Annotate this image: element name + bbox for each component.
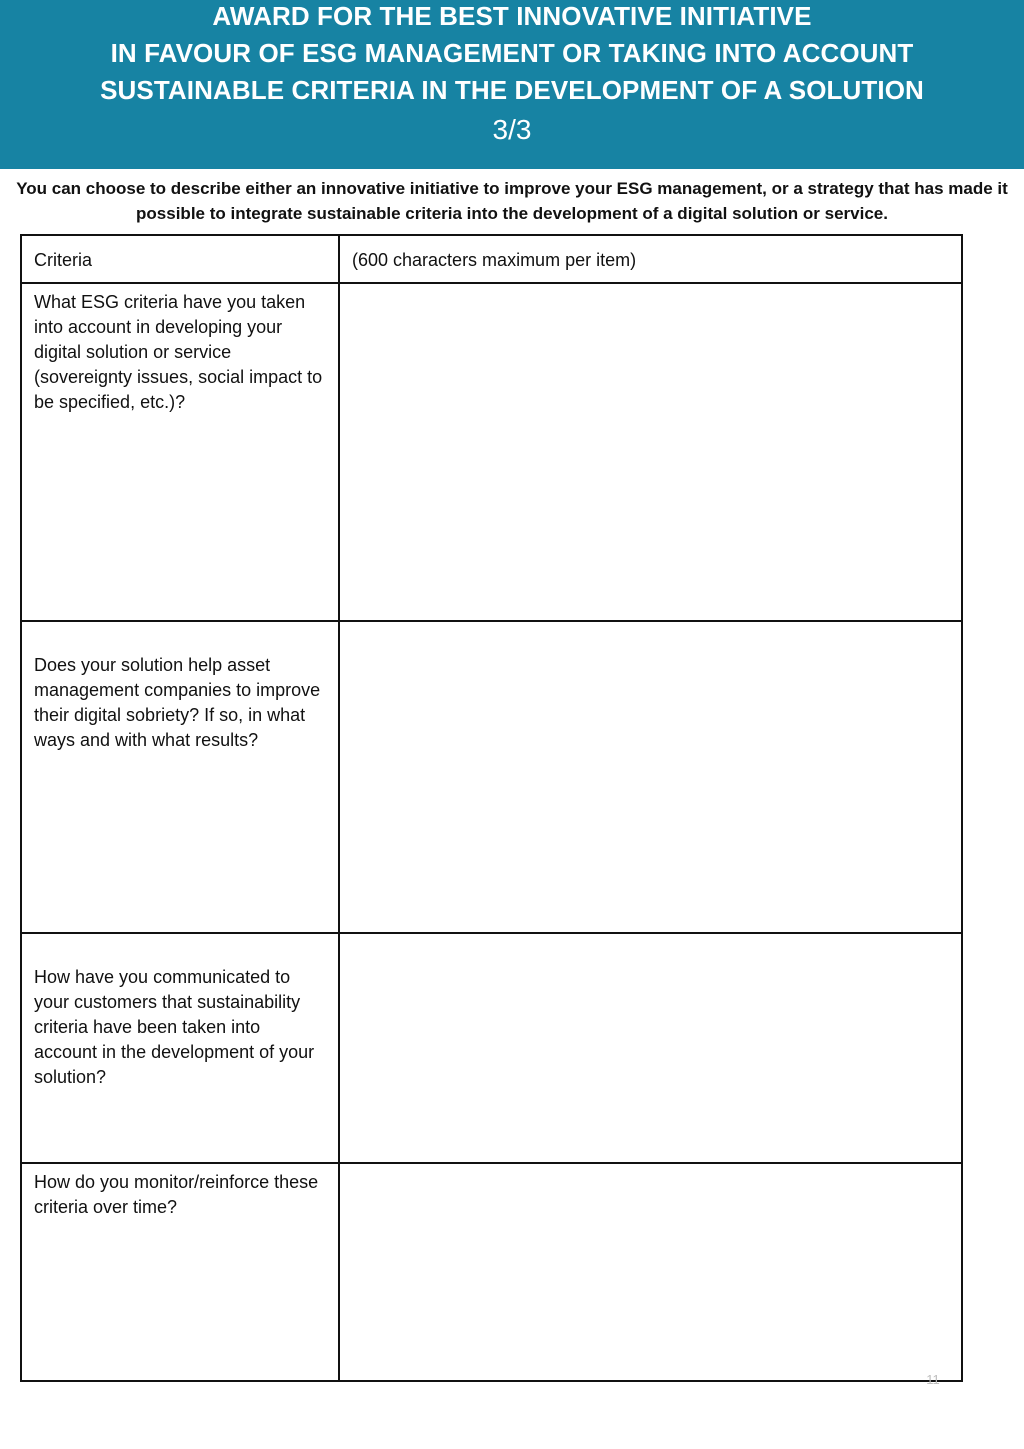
answer-header-label: (600 characters maximum per item) — [352, 250, 637, 270]
question-digital-sobriety: Does your solution help asset management companies to improve their digital sobriety? If so, in what ways and with what results? — [34, 655, 321, 750]
table-row — [21, 1163, 962, 1381]
question-esg-criteria: What ESG criteria have you taken into account in developing your digital solution or service (sovereignty issues, social impact to be specified, etc.)? — [34, 292, 323, 412]
answer-cell[interactable] — [339, 1163, 962, 1381]
answer-cell[interactable] — [339, 621, 962, 933]
answer-cell[interactable] — [339, 283, 962, 621]
header-banner — [0, 0, 1024, 169]
award-title-line-2: IN FAVOUR OF ESG MANAGEMENT OR TAKING INTO ACCOUNT — [110, 38, 914, 68]
application-form-table — [20, 234, 963, 1382]
section-page-indicator: 3/3 — [492, 114, 532, 145]
answer-field-esg-criteria[interactable] — [340, 284, 985, 626]
table-row — [21, 283, 962, 621]
question-customer-communication: How have you communicated to your customers that sustainability criteria have been taken into account in the development of your solution? — [34, 967, 315, 1087]
table-row — [21, 933, 962, 1163]
answer-column-header — [339, 235, 962, 283]
page-number: 11 — [926, 1372, 940, 1387]
question-monitoring: How do you monitor/reinforce these criteria over time? — [34, 1172, 319, 1217]
table-header-row — [21, 235, 962, 283]
award-title-line-3: SUSTAINABLE CRITERIA IN THE DEVELOPMENT OF A SOLUTION — [100, 75, 924, 105]
answer-field-monitoring[interactable] — [340, 1164, 985, 1386]
answer-cell[interactable] — [339, 933, 962, 1163]
question-cell — [21, 283, 339, 621]
question-cell — [21, 621, 339, 933]
criteria-header-label: Criteria — [34, 250, 93, 270]
question-cell — [21, 933, 339, 1163]
criteria-column-header — [21, 235, 339, 283]
intro-instructions: You can choose to describe either an innovative initiative to improve your ESG management, or a strategy that has made it possible to integrate sustainable criteria into the development of a digital solution or service. — [16, 179, 1008, 223]
question-cell — [21, 1163, 339, 1381]
answer-field-customer-communication[interactable] — [340, 934, 985, 1193]
award-title-line-1: AWARD FOR THE BEST INNOVATIVE INITIATIVE — [212, 1, 812, 31]
table-row — [21, 621, 962, 933]
answer-field-digital-sobriety[interactable] — [340, 622, 985, 963]
